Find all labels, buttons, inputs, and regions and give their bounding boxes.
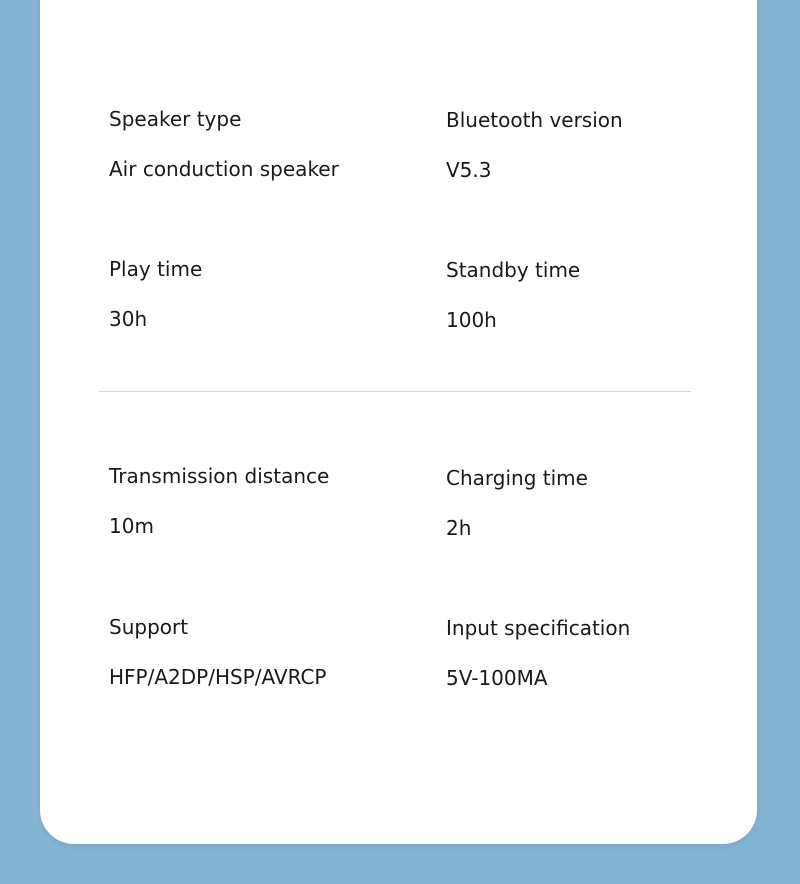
spec-value: 5V-100MA bbox=[446, 666, 548, 690]
spec-label: Bluetooth version bbox=[446, 108, 623, 132]
spec-value: HFP/A2DP/HSP/AVRCP bbox=[109, 665, 327, 689]
spec-value: V5.3 bbox=[446, 158, 492, 182]
section-divider bbox=[99, 391, 691, 392]
spec-transmission-distance bbox=[109, 464, 329, 538]
spec-play-time bbox=[109, 257, 202, 331]
spec-bluetooth-version bbox=[446, 108, 623, 182]
spec-label: Play time bbox=[109, 257, 203, 281]
spec-label: Speaker type bbox=[109, 107, 242, 131]
spec-standby-time bbox=[446, 258, 580, 332]
spec-value: 2h bbox=[446, 516, 472, 540]
spec-value: 10m bbox=[109, 514, 154, 538]
spec-value: 30h bbox=[109, 307, 148, 331]
spec-input-specification bbox=[446, 616, 630, 690]
spec-speaker-type bbox=[109, 107, 339, 181]
spec-support bbox=[109, 615, 327, 689]
spec-label: Support bbox=[109, 615, 189, 639]
spec-label: Standby time bbox=[446, 258, 581, 282]
spec-value: 100h bbox=[446, 308, 497, 332]
spec-label: Input specification bbox=[446, 616, 631, 640]
spec-label: Transmission distance bbox=[109, 464, 330, 488]
spec-value: Air conduction speaker bbox=[109, 157, 339, 181]
spec-label: Charging time bbox=[446, 466, 588, 490]
spec-charging-time bbox=[446, 466, 588, 540]
